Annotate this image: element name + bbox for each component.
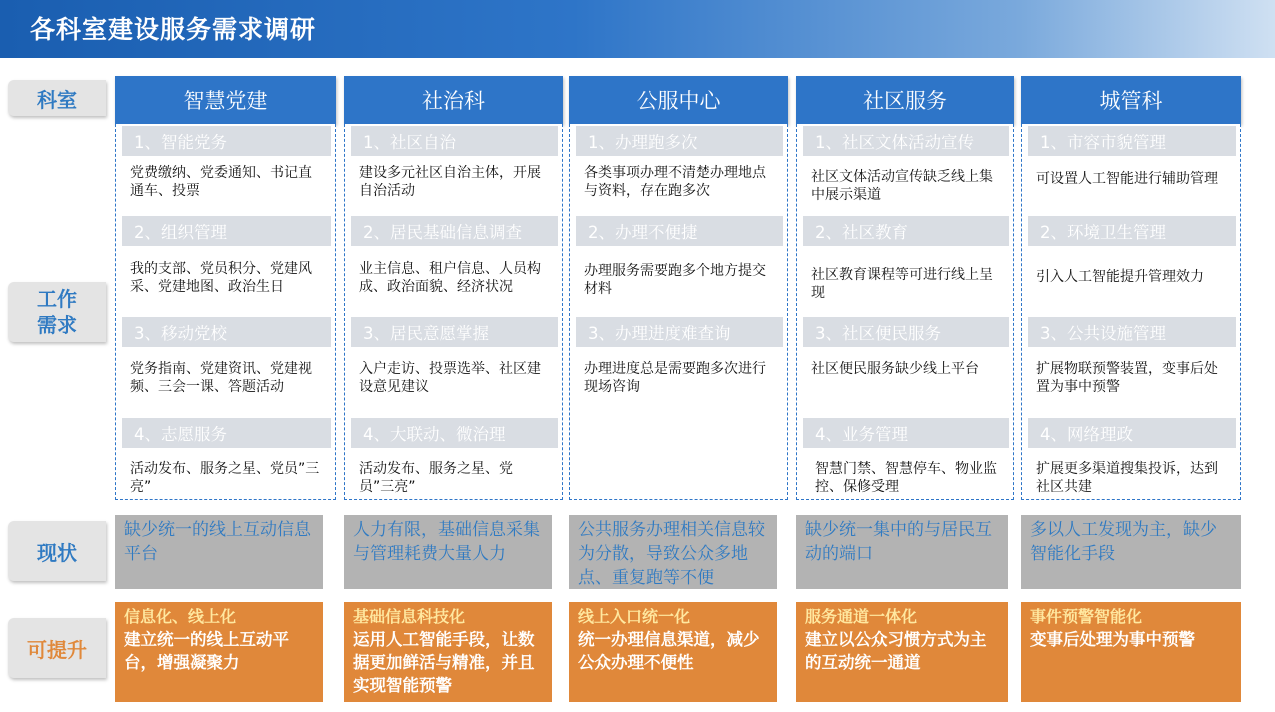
item-title: 1、办理跑多次 [576,126,783,156]
row-label-status: 现状 [8,521,106,581]
improve-text: 统一办理信息渠道，减少公众办理不便性 [578,630,760,672]
column-body-urban [1021,124,1241,500]
item-title: 1、社区自治 [351,126,558,156]
item-text: 各类事项办理不清楚办理地点与资料，存在跑多次 [584,165,766,199]
improve-box-governance [344,602,552,702]
column-body-governance [344,124,563,500]
item-title: 3、办理进度难查询 [576,317,783,347]
header-banner [0,0,1275,58]
item-text: 活动发布、服务之星、党员”三亮” [130,461,320,495]
item-text: 办理服务需要跑多个地方提交材料 [584,263,766,297]
column-body-community [796,124,1014,500]
column-header-public-service: 公服中心 [569,76,788,124]
status-box-community: 缺少统一集中的与居民互动的端口 [796,515,1008,589]
improve-box-urban [1021,602,1241,702]
item-text: 引入人工智能提升管理效力 [1036,269,1204,285]
improve-title: 线上入口统一化 [578,607,691,626]
improve-box-community [796,602,1008,702]
status-box-governance: 人力有限，基础信息采集与管理耗费大量人力 [344,515,552,589]
row-label-work [8,282,106,342]
item-text: 社区文体活动宣传缺乏线上集中展示渠道 [811,169,993,203]
item-title: 1、智能党务 [122,126,331,156]
item-title: 3、居民意愿掌握 [351,317,558,347]
improve-title: 服务通道一体化 [805,607,918,626]
item-title: 4、志愿服务 [122,418,331,448]
item-text: 社区教育课程等可进行线上呈现 [811,267,993,301]
status-box-party: 缺少统一的线上互动信息平台 [115,515,323,589]
status-box-public-service: 公共服务办理相关信息较为分散，导致公众多地点、重复跑等不便 [569,515,777,589]
item-text: 扩展物联预警装置，变事后处置为事中预警 [1036,361,1218,395]
improve-text: 建立统一的线上互动平台，增强凝聚力 [124,630,289,672]
item-text: 党务指南、党建资讯、党建视频、三会一课、答题活动 [130,361,312,395]
item-text: 办理进度总是需要跑多次进行现场咨询 [584,361,766,395]
status-box-urban: 多以人工发现为主，缺少智能化手段 [1021,515,1241,589]
item-text: 扩展更多渠道搜集投诉，达到社区共建 [1036,461,1218,495]
item-title: 1、市容市貌管理 [1028,126,1236,156]
row-label-work-line1: 工作 [37,287,77,311]
item-text: 建设多元社区自治主体，开展自治活动 [359,165,541,199]
item-text: 业主信息、租户信息、人员构成、政治面貌、经济状况 [359,261,541,295]
item-title: 3、公共设施管理 [1028,317,1236,347]
item-title: 4、网络理政 [1028,418,1236,448]
column-header-governance: 社治科 [344,76,563,124]
item-title: 2、组织管理 [122,216,331,246]
column-header-party: 智慧党建 [115,76,336,124]
item-title: 1、社区文体活动宣传 [803,126,1009,156]
column-header-community: 社区服务 [796,76,1014,124]
column-body-party [115,124,336,500]
item-title: 3、社区便民服务 [803,317,1009,347]
improve-text: 运用人工智能手段，让数据更加鲜活与精准，并且实现智能预警 [353,630,535,695]
item-title: 2、居民基础信息调查 [351,216,558,246]
item-text: 我的支部、党员积分、党建风采、党建地图、政治生日 [130,261,312,295]
improve-box-party [115,602,323,702]
item-title: 3、移动党校 [122,317,331,347]
improve-title: 信息化、线上化 [124,607,237,626]
row-label-improve: 可提升 [8,618,106,678]
item-title: 2、环境卫生管理 [1028,216,1236,246]
item-title: 2、社区教育 [803,216,1009,246]
improve-text: 建立以公众习惯方式为主的互动统一通道 [805,630,987,672]
improve-box-public-service [569,602,777,702]
row-label-dept: 科室 [8,80,106,116]
item-title: 4、大联动、微治理 [351,418,558,448]
item-title: 4、业务管理 [803,418,1009,448]
improve-title: 事件预警智能化 [1030,607,1143,626]
item-text: 活动发布、服务之星、党员”三亮” [359,461,513,495]
item-text: 入户走访、投票选举、社区建设意见建议 [359,361,541,395]
improve-text: 变事后处理为事中预警 [1030,630,1195,649]
column-header-urban: 城管科 [1021,76,1241,124]
item-text: 智慧门禁、智慧停车、物业监控、保修受理 [815,461,997,495]
item-text: 社区便民服务缺少线上平台 [811,361,979,377]
item-text: 可设置人工智能进行辅助管理 [1036,171,1218,187]
column-body-public-service [569,124,788,500]
improve-title: 基础信息科技化 [353,607,466,626]
item-text: 党费缴纳、党委通知、书记直通车、投票 [130,165,312,199]
item-title: 2、办理不便捷 [576,216,783,246]
page-title: 各科室建设服务需求调研 [30,15,317,44]
row-label-work-line2: 需求 [37,313,77,337]
